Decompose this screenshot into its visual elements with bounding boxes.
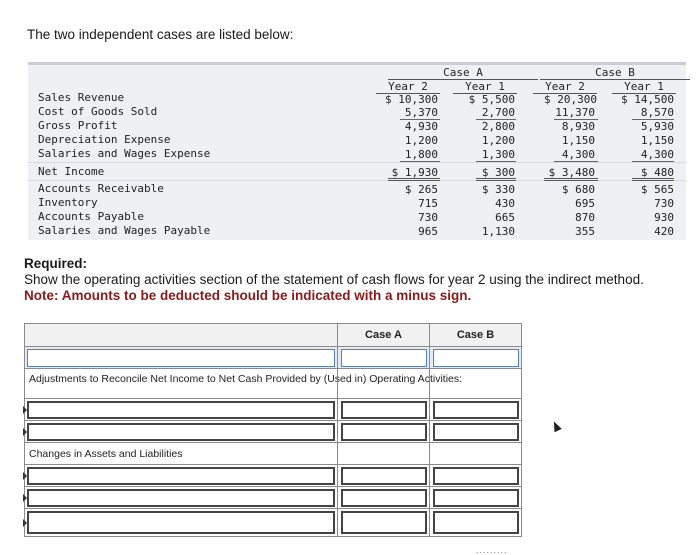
total-rule [476, 178, 516, 181]
subtotal-rule [554, 119, 598, 120]
change-row [25, 486, 521, 509]
value-cell: 2,800 [481, 120, 515, 133]
subtotal-rule [632, 161, 674, 162]
subtotal-rule [632, 119, 674, 120]
change-label-input[interactable] [27, 511, 335, 534]
value-cell: $ 20,300 [544, 93, 597, 106]
value-cell: 965 [418, 225, 438, 238]
row-label: Salaries and Wages Payable [38, 224, 211, 237]
row-label: Inventory [38, 196, 98, 209]
total-rule [388, 178, 440, 181]
value-cell: $ 5,500 [468, 93, 515, 106]
value-cell: 420 [654, 225, 674, 238]
header-year: Year 2 [376, 80, 440, 94]
intro-text: The two independent cases are listed below: [27, 27, 294, 42]
value-cell: 1,800 [404, 148, 438, 161]
change-row [25, 508, 521, 536]
value-cell: $ 265 [404, 183, 438, 196]
case-b-amount-input[interactable] [433, 349, 519, 367]
value-cell: 4,300 [561, 148, 595, 161]
header-year: Year 1 [612, 80, 676, 94]
row-label: Sales Revenue [38, 91, 125, 104]
value-cell: 4,930 [404, 120, 438, 133]
value-cell: $ 480 [640, 166, 674, 179]
adjustments-label: Adjustments to Reconcile Net Income to Net Cash Provided by (Used in) Operating Activities: [29, 373, 463, 385]
value-cell: 715 [418, 197, 438, 210]
subtotal-rule [400, 119, 440, 120]
value-cell: $ 565 [640, 183, 674, 196]
header-year: Year 1 [453, 80, 517, 94]
table-top-bar [28, 62, 686, 65]
adjustments-header-row [25, 368, 521, 399]
adjustment-row [25, 420, 521, 443]
value-cell: 730 [418, 211, 438, 224]
required-instructions [24, 256, 694, 304]
value-cell: 1,150 [561, 134, 595, 147]
subtotal-rule [554, 161, 598, 162]
value-cell: $ 680 [561, 183, 595, 196]
subtotal-rule [476, 119, 516, 120]
value-cell: 730 [654, 197, 674, 210]
total-rule [544, 178, 598, 181]
value-cell: 1,200 [481, 134, 515, 147]
value-cell: $ 14,500 [621, 93, 674, 106]
value-cell: 11,370 [555, 106, 595, 119]
footer-dots: ......... [476, 545, 508, 555]
case-b-amount-input[interactable] [433, 489, 519, 507]
case-data-table [28, 62, 686, 240]
value-cell: $ 3,480 [548, 166, 595, 179]
row-label: Cost of Goods Sold [38, 105, 158, 118]
column-header-case-b: Case B [430, 324, 521, 346]
row-label: Accounts Receivable [38, 182, 164, 195]
value-cell: 4,300 [640, 148, 674, 161]
row-label: Accounts Payable [38, 210, 144, 223]
value-cell: 930 [654, 211, 674, 224]
required-title: Required: [24, 256, 88, 271]
value-cell: $ 1,930 [391, 166, 438, 179]
changes-label: Changes in Assets and Liabilities [29, 448, 183, 460]
value-cell: 1,130 [481, 225, 515, 238]
case-a-amount-input[interactable] [341, 467, 427, 485]
change-label-input[interactable] [27, 467, 335, 485]
value-cell: $ 10,300 [385, 93, 438, 106]
adjustment-label-input[interactable] [27, 401, 335, 419]
row-label: Depreciation Expense [38, 133, 171, 146]
header-case-b: Case B [540, 66, 690, 80]
value-cell: 870 [575, 211, 595, 224]
case-a-amount-input[interactable] [341, 511, 427, 534]
change-label-input[interactable] [27, 489, 335, 507]
case-a-amount-input[interactable] [341, 423, 427, 441]
row-label: Salaries and Wages Expense [38, 147, 211, 160]
value-cell: 5,930 [640, 120, 674, 133]
value-cell: 2,700 [481, 106, 515, 119]
subtotal-rule [400, 161, 440, 162]
value-cell: $ 300 [481, 166, 515, 179]
value-cell: 430 [495, 197, 515, 210]
change-row [25, 464, 521, 487]
header-case-a: Case A [388, 66, 538, 80]
header-year: Year 2 [533, 80, 597, 94]
value-cell: 1,150 [640, 134, 674, 147]
value-cell: 665 [495, 211, 515, 224]
case-b-amount-input[interactable] [433, 401, 519, 419]
column-header-case-a: Case A [338, 324, 429, 346]
case-a-amount-input[interactable] [341, 489, 427, 507]
value-cell: 695 [575, 197, 595, 210]
case-b-amount-input[interactable] [433, 511, 519, 534]
required-body: Show the operating activities section of the statement of cash flows for year 2 using the indirect method. [24, 272, 644, 287]
value-cell: 355 [575, 225, 595, 238]
case-b-amount-input[interactable] [433, 423, 519, 441]
value-cell: 1,200 [404, 134, 438, 147]
total-rule [632, 178, 674, 181]
column-divider [429, 324, 430, 536]
adjustment-row [25, 398, 521, 421]
value-cell: 8,570 [640, 106, 674, 119]
column-divider [337, 324, 338, 536]
cash-flow-answer-grid [24, 323, 522, 537]
adjustment-label-input[interactable] [27, 423, 335, 441]
changes-header-row [25, 442, 521, 465]
column-header-blank [25, 324, 337, 346]
subtotal-rule [476, 161, 516, 162]
net-income-row [25, 346, 521, 369]
row-label: Gross Profit [38, 119, 118, 132]
case-a-amount-input[interactable] [341, 401, 427, 419]
mouse-cursor-icon [550, 420, 561, 432]
required-note: Note: Amounts to be deducted should be indicated with a minus sign. [24, 288, 472, 303]
case-a-amount-input[interactable] [341, 349, 427, 367]
value-cell: $ 330 [481, 183, 515, 196]
value-cell: 1,300 [481, 148, 515, 161]
value-cell: 8,930 [561, 120, 595, 133]
row-label-input[interactable] [27, 349, 335, 367]
case-b-amount-input[interactable] [433, 467, 519, 485]
row-separator [28, 162, 686, 163]
value-cell: 5,370 [404, 106, 438, 119]
row-label: Net Income [38, 165, 105, 178]
